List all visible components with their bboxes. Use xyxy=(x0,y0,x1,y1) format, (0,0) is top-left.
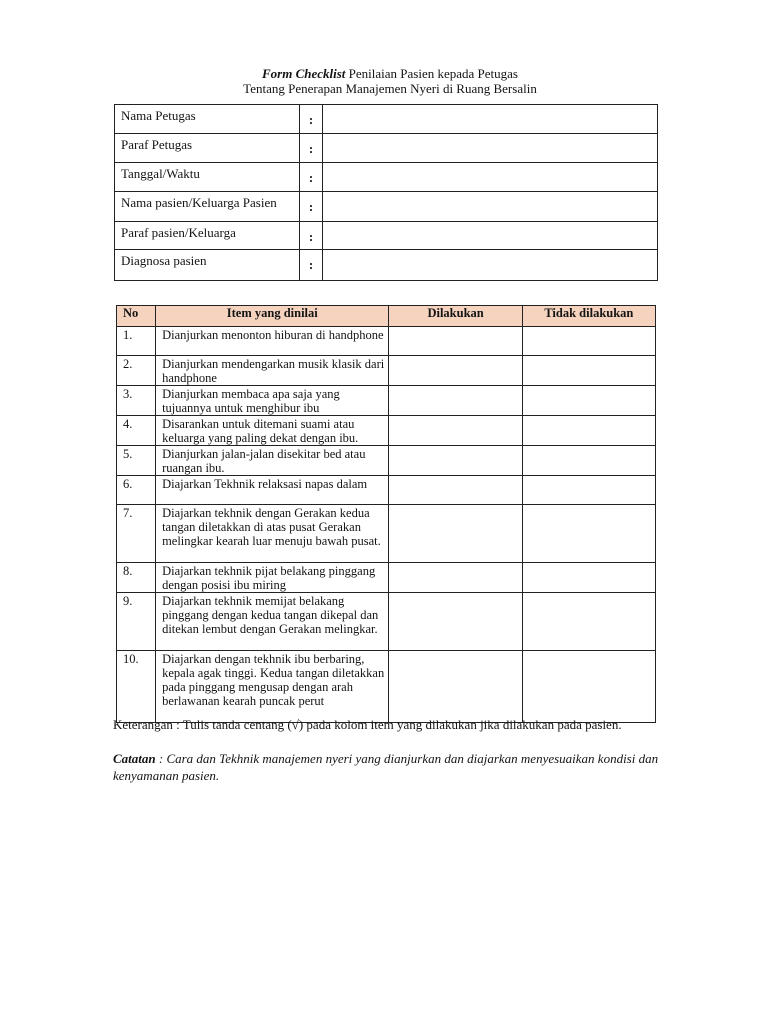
checklist-row-number: 2. xyxy=(117,356,156,386)
tidak-dilakukan-checkbox-cell[interactable] xyxy=(522,416,655,446)
tidak-dilakukan-checkbox-cell[interactable] xyxy=(522,386,655,416)
checklist-row xyxy=(117,593,656,651)
checklist-row xyxy=(117,356,656,386)
checklist-row xyxy=(117,386,656,416)
checklist-item-text: Dianjurkan mendengarkan musik klasik dari handphone xyxy=(156,356,389,386)
checklist-item-text: Disarankan untuk ditemani suami atau keluarga yang paling dekat dengan ibu. xyxy=(156,416,389,446)
checklist-item-text: Dianjurkan menonton hiburan di handphone xyxy=(156,327,389,356)
form-title-rest: Penilaian Pasien kepada Petugas xyxy=(345,66,518,81)
checklist-header-row xyxy=(117,306,656,327)
dilakukan-checkbox-cell[interactable] xyxy=(389,505,522,563)
checklist-item-text: Diajarkan dengan tekhnik ibu berbaring, kepala agak tinggi. Kedua tangan diletakkan pada pinggang mengusap dengan arah berlawanan kearah puncak perut xyxy=(156,651,389,723)
header-item: Item yang dinilai xyxy=(156,306,389,327)
identity-colon: : xyxy=(300,105,323,134)
checklist-row xyxy=(117,416,656,446)
checklist-row-number: 4. xyxy=(117,416,156,446)
identity-value-field[interactable] xyxy=(323,163,658,192)
identity-row xyxy=(115,134,658,163)
tidak-dilakukan-checkbox-cell[interactable] xyxy=(522,476,655,505)
dilakukan-checkbox-cell[interactable] xyxy=(389,593,522,651)
tidak-dilakukan-checkbox-cell[interactable] xyxy=(522,446,655,476)
identity-row xyxy=(115,192,658,222)
identity-value-field[interactable] xyxy=(323,250,658,281)
identity-label: Nama pasien/Keluarga Pasien xyxy=(115,192,300,222)
identity-row xyxy=(115,250,658,281)
tidak-dilakukan-checkbox-cell[interactable] xyxy=(522,563,655,593)
tidak-dilakukan-checkbox-cell[interactable] xyxy=(522,651,655,723)
header-no: No xyxy=(117,306,156,327)
checklist-item-text: Diajarkan tekhnik memijat belakang pinggang dengan kedua tangan dikepal dan ditekan lembut dengan Gerakan melingkar. xyxy=(156,593,389,651)
catatan-lead: Catatan xyxy=(113,751,156,766)
identity-colon: : xyxy=(300,163,323,192)
form-title-italic: Form Checklist xyxy=(261,66,346,81)
identity-colon: : xyxy=(300,192,323,222)
identity-colon: : xyxy=(300,222,323,250)
checklist-item-text: Diajarkan Tekhnik relaksasi napas dalam xyxy=(156,476,389,505)
dilakukan-checkbox-cell[interactable] xyxy=(389,416,522,446)
checklist-row-number: 8. xyxy=(117,563,156,593)
dilakukan-checkbox-cell[interactable] xyxy=(389,446,522,476)
catatan-text: : Cara dan Tekhnik manajemen nyeri yang dianjurkan dan diajarkan menyesuaikan kondisi dan kenyamanan pasien. xyxy=(113,751,659,783)
checklist-table xyxy=(116,305,656,723)
identity-label: Paraf Petugas xyxy=(115,134,300,163)
keterangan-note: Keterangan : Tulis tanda centang (√) pada kolom item yang dilakukan jika dilakukan pada pasien. xyxy=(113,717,622,732)
tidak-dilakukan-checkbox-cell[interactable] xyxy=(522,327,655,356)
identity-value-field[interactable] xyxy=(323,222,658,250)
identity-label: Tanggal/Waktu xyxy=(115,163,300,192)
dilakukan-checkbox-cell[interactable] xyxy=(389,327,522,356)
dilakukan-checkbox-cell[interactable] xyxy=(389,563,522,593)
identity-value-field[interactable] xyxy=(323,134,658,163)
identity-row xyxy=(115,222,658,250)
dilakukan-checkbox-cell[interactable] xyxy=(389,476,522,505)
identity-label: Diagnosa pasien xyxy=(115,250,300,281)
identity-row xyxy=(115,105,658,134)
checklist-row xyxy=(117,505,656,563)
identity-label: Nama Petugas xyxy=(115,105,300,134)
checklist-item-text: Dianjurkan jalan-jalan disekitar bed atau ruangan ibu. xyxy=(156,446,389,476)
checklist-row-number: 7. xyxy=(117,505,156,563)
dilakukan-checkbox-cell[interactable] xyxy=(389,386,522,416)
checklist-row-number: 9. xyxy=(117,593,156,651)
identity-table xyxy=(114,104,658,281)
dilakukan-checkbox-cell[interactable] xyxy=(389,356,522,386)
identity-value-field[interactable] xyxy=(323,192,658,222)
checklist-item-text: Diajarkan tekhnik dengan Gerakan kedua tangan diletakkan di atas pusat Gerakan melingkar kearah luar menuju bawah pusat. xyxy=(156,505,389,563)
identity-colon: : xyxy=(300,134,323,163)
tidak-dilakukan-checkbox-cell[interactable] xyxy=(522,505,655,563)
tidak-dilakukan-checkbox-cell[interactable] xyxy=(522,593,655,651)
checklist-item-text: Diajarkan tekhnik pijat belakang pinggang dengan posisi ibu miring xyxy=(156,563,389,593)
checklist-row-number: 3. xyxy=(117,386,156,416)
dilakukan-checkbox-cell[interactable] xyxy=(389,651,522,723)
checklist-row-number: 10. xyxy=(117,651,156,723)
identity-label: Paraf pasien/Keluarga xyxy=(115,222,300,250)
identity-row xyxy=(115,163,658,192)
identity-value-field[interactable] xyxy=(323,105,658,134)
checklist-row xyxy=(117,446,656,476)
checklist-row xyxy=(117,651,656,723)
header-tidak-dilakukan: Tidak dilakukan xyxy=(522,306,655,327)
checklist-row-number: 6. xyxy=(117,476,156,505)
checklist-row-number: 5. xyxy=(117,446,156,476)
checklist-item-text: Dianjurkan membaca apa saja yang tujuannya untuk menghibur ibu xyxy=(156,386,389,416)
checklist-row-number: 1. xyxy=(117,327,156,356)
checklist-row xyxy=(117,476,656,505)
catatan-note xyxy=(113,750,663,784)
identity-colon: : xyxy=(300,250,323,281)
tidak-dilakukan-checkbox-cell[interactable] xyxy=(522,356,655,386)
checklist-row xyxy=(117,563,656,593)
form-title-line2: Tentang Penerapan Manajemen Nyeri di Ruang Bersalin xyxy=(243,81,537,96)
form-title-line1 xyxy=(110,66,670,81)
checklist-row xyxy=(117,327,656,356)
header-dilakukan: Dilakukan xyxy=(389,306,522,327)
